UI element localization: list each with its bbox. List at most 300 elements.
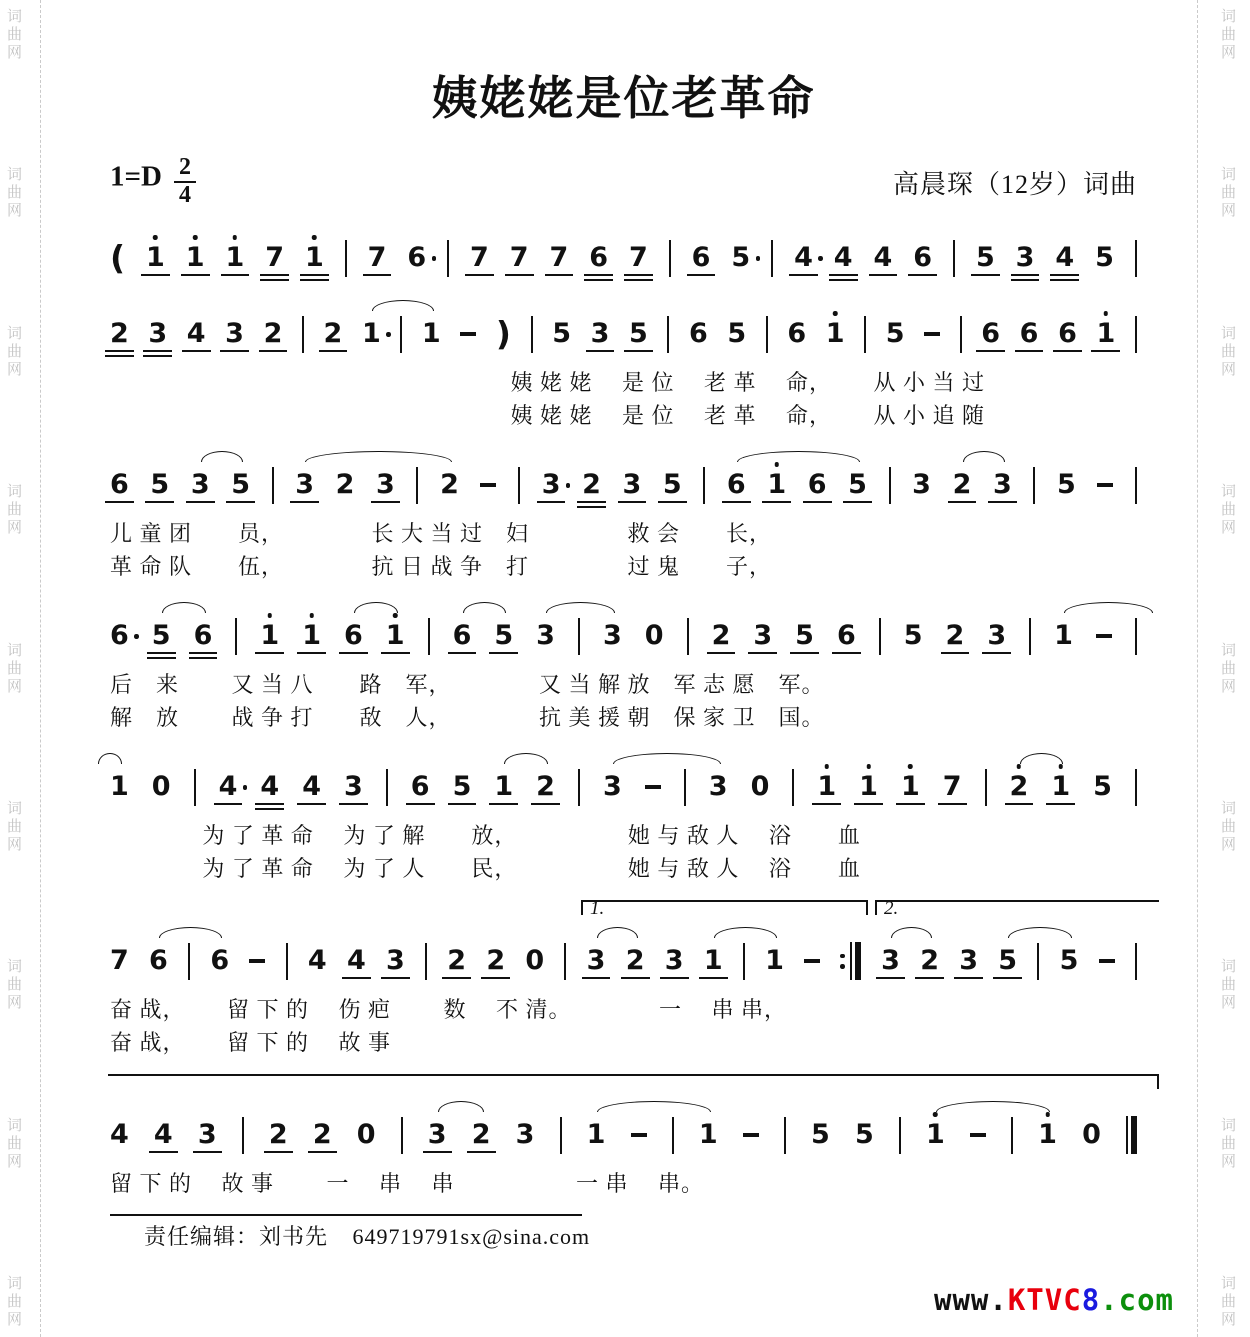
underline <box>105 350 134 352</box>
barline <box>242 1117 244 1154</box>
editor-email: 649719791sx@sina.com <box>352 1224 591 1249</box>
side-watermark-text: 词曲网 <box>1221 1117 1237 1170</box>
note: 7 <box>368 243 387 273</box>
underline <box>105 355 134 357</box>
barline <box>447 240 449 277</box>
note: 6 <box>210 945 230 976</box>
underline <box>789 274 818 276</box>
underline <box>221 274 250 276</box>
note: 2 <box>313 1120 332 1150</box>
note: 6 <box>411 772 430 802</box>
side-watermark-text: 词曲网 <box>1221 484 1237 537</box>
underline <box>255 652 284 654</box>
side-watermark-text: 词曲网 <box>7 484 23 537</box>
underline <box>624 274 653 276</box>
underline <box>264 1151 293 1153</box>
augmentation-dot <box>432 256 437 261</box>
score-line-1 <box>110 214 1137 277</box>
note: 7 <box>943 772 962 802</box>
note: 7 <box>265 243 284 273</box>
barline <box>672 1117 674 1154</box>
note: 3 <box>376 470 395 500</box>
key-signature: 1=D <box>110 160 162 193</box>
underline <box>812 803 841 805</box>
footer <box>110 1214 1137 1251</box>
underline <box>467 1151 496 1153</box>
underline <box>371 501 400 503</box>
note: 3 <box>587 946 606 976</box>
note: 1 <box>146 243 165 273</box>
note: 3 <box>665 946 684 976</box>
underline <box>954 977 983 979</box>
augmentation-dot <box>818 256 823 261</box>
barline <box>235 618 237 655</box>
underline <box>1091 350 1120 352</box>
note: 6 <box>149 945 168 976</box>
underline <box>339 652 368 654</box>
octave-dot <box>312 235 317 240</box>
note: 2 <box>536 772 555 802</box>
note: 3 <box>225 319 244 349</box>
underline <box>938 803 967 805</box>
note: 1 <box>386 621 405 651</box>
note: 6 <box>808 470 827 500</box>
note: 6 <box>589 243 608 273</box>
note: 5 <box>494 621 513 651</box>
barline <box>1135 467 1137 504</box>
barline <box>188 943 190 980</box>
dash-note <box>924 332 940 336</box>
barline <box>766 316 768 353</box>
side-watermark-text: 词曲网 <box>1221 1276 1237 1328</box>
barline <box>1135 943 1137 980</box>
barline <box>953 240 955 277</box>
note: 3 <box>344 772 363 802</box>
note: 5 <box>1093 771 1112 802</box>
barline <box>1029 618 1031 655</box>
barline <box>345 240 347 277</box>
underline <box>489 803 518 805</box>
underline <box>442 977 471 979</box>
slur-arc <box>159 927 222 938</box>
score-line-2 <box>110 290 1137 432</box>
underline <box>660 977 689 979</box>
side-watermark-text: 词曲网 <box>7 800 23 853</box>
augmentation-dot <box>566 483 571 488</box>
note: 2 <box>472 1120 491 1150</box>
note: 6 <box>1058 319 1077 349</box>
note: 2 <box>582 470 601 500</box>
meta-row <box>110 156 1137 208</box>
underline <box>829 279 858 281</box>
slur-arc <box>1008 927 1072 938</box>
underline <box>971 274 1000 276</box>
note: 3 <box>993 470 1012 500</box>
underline <box>147 652 176 654</box>
barline <box>416 467 418 504</box>
underline <box>489 652 518 654</box>
note: 1 <box>1096 319 1115 349</box>
barline <box>687 618 689 655</box>
score-line-5 <box>110 743 1137 885</box>
slur-arc <box>438 1101 484 1112</box>
time-signature: $\frac{2}{4}$ <box>174 155 196 209</box>
side-watermark-text: 词曲网 <box>7 642 23 695</box>
octave-dot <box>393 613 398 618</box>
underline <box>832 652 861 654</box>
note: 1 <box>260 621 279 651</box>
note: 2 <box>946 621 965 651</box>
octave-dot <box>268 613 273 618</box>
barline <box>743 943 745 980</box>
underline <box>297 803 326 805</box>
underline <box>260 274 289 276</box>
slur-arc <box>963 451 1005 462</box>
underline <box>748 652 777 654</box>
score-line-4 <box>110 592 1137 734</box>
underline <box>259 350 288 352</box>
underline <box>181 274 210 276</box>
barline <box>531 316 533 353</box>
note: 3 <box>295 470 314 500</box>
underline <box>876 977 905 979</box>
dash-note <box>631 1133 647 1137</box>
slur-arc <box>305 451 452 462</box>
note: 0 <box>525 945 545 976</box>
octave-dot <box>153 235 158 240</box>
site-watermark <box>934 1283 1174 1317</box>
note: 5 <box>152 621 171 651</box>
underline <box>722 501 751 503</box>
underline <box>988 501 1017 503</box>
composer-credit: 高晨琛（12岁）词曲 <box>892 169 1137 199</box>
underline <box>829 274 858 276</box>
note: 2 <box>486 946 505 976</box>
underline <box>621 977 650 979</box>
underline <box>584 274 613 276</box>
underline <box>941 652 970 654</box>
note: 1 <box>698 1119 718 1150</box>
underline <box>584 279 613 281</box>
note: 6 <box>727 470 746 500</box>
note: 4 <box>187 319 206 349</box>
note: 2 <box>335 469 355 500</box>
side-watermark-text: 词曲网 <box>7 1276 23 1328</box>
underline <box>363 274 392 276</box>
dash-note <box>480 483 496 487</box>
note: 2 <box>953 470 972 500</box>
underline <box>342 977 371 979</box>
slur-arc <box>613 753 721 764</box>
note: 3 <box>708 771 728 802</box>
volta-bracket <box>875 898 1159 919</box>
octave-dot <box>1045 1112 1050 1117</box>
note: 1 <box>1038 1120 1057 1150</box>
barline <box>879 618 881 655</box>
note: 4 <box>302 772 321 802</box>
note: 0 <box>750 771 770 802</box>
note: 4 <box>260 772 279 802</box>
barline <box>669 240 671 277</box>
note: 0 <box>1082 1119 1101 1150</box>
note: 5 <box>998 946 1017 976</box>
barline <box>1135 618 1137 655</box>
note: 2 <box>440 469 459 500</box>
dash-note <box>645 785 661 789</box>
note: 5 <box>903 620 923 651</box>
note: 3 <box>753 621 772 651</box>
note: 5 <box>885 318 905 349</box>
note: 5 <box>1095 242 1114 273</box>
note: 4 <box>834 243 853 273</box>
underline <box>381 652 410 654</box>
underline <box>186 501 215 503</box>
note: 1 <box>226 243 245 273</box>
side-watermark-text: 词曲网 <box>7 167 23 220</box>
note: 1 <box>362 319 381 349</box>
lyric-line: 革 命 队 伍， 抗 日 战 争 打 过 鬼 子， <box>110 554 773 579</box>
note: 1 <box>305 243 324 273</box>
note: 5 <box>848 470 867 500</box>
slur-arc <box>597 1101 711 1112</box>
underline <box>214 803 243 805</box>
note: 5 <box>727 318 747 349</box>
underline <box>423 1151 452 1153</box>
note: 6 <box>787 318 807 349</box>
barline <box>425 943 427 980</box>
site-watermark-part: KTVC <box>1007 1283 1082 1317</box>
barline <box>684 769 686 806</box>
barline <box>386 769 388 806</box>
slur-arc <box>737 451 860 462</box>
note: 1 <box>302 621 321 651</box>
underline <box>300 279 329 281</box>
note: 3 <box>591 319 610 349</box>
note: 0 <box>644 620 664 651</box>
note: 3 <box>148 319 167 349</box>
barline <box>864 316 866 353</box>
note: 1 <box>859 772 878 802</box>
octave-dot <box>774 462 779 467</box>
underline <box>406 803 435 805</box>
underline <box>182 350 211 352</box>
side-watermark-text: 词曲网 <box>1221 9 1237 61</box>
dash-note <box>1099 959 1115 963</box>
side-watermark-text: 词曲网 <box>1221 800 1237 853</box>
note: 6 <box>453 621 472 651</box>
notes-row <box>110 942 1137 980</box>
dash-note <box>1097 483 1113 487</box>
note: 1 <box>826 319 845 349</box>
repeat-barline <box>840 942 861 980</box>
underline <box>577 506 606 508</box>
underline <box>220 350 249 352</box>
barline <box>899 1117 901 1154</box>
note: 6 <box>110 621 129 651</box>
underline <box>145 501 174 503</box>
barline <box>889 467 891 504</box>
barline <box>1037 943 1039 980</box>
note: 1 <box>817 772 836 802</box>
note: 5 <box>663 470 682 500</box>
underline <box>147 657 176 659</box>
note: 4 <box>1055 243 1074 273</box>
barline <box>272 467 274 504</box>
underline <box>319 350 348 352</box>
note: 2 <box>1010 772 1029 802</box>
side-watermark-text: 词曲网 <box>1221 325 1237 378</box>
underline <box>976 350 1005 352</box>
barline <box>578 618 580 655</box>
footer-text <box>110 1220 1137 1251</box>
underline <box>297 652 326 654</box>
footer-rule <box>110 1214 582 1216</box>
right-watermark-column <box>1197 0 1250 1337</box>
volta-bracket <box>108 1074 1159 1089</box>
side-watermark-text: 词曲网 <box>7 959 23 1012</box>
underline <box>1015 350 1044 352</box>
note: 1 <box>704 946 723 976</box>
note: 3 <box>881 946 900 976</box>
note: 2 <box>626 946 645 976</box>
note: 0 <box>151 771 171 802</box>
note: 3 <box>515 1119 535 1150</box>
underline <box>699 977 728 979</box>
underline <box>1046 803 1075 805</box>
note: 1 <box>586 1119 606 1150</box>
lyric-line: 留 下 的 故 事 一 串 串 一 串 串。 <box>110 1171 705 1196</box>
page-title: 姨姥姥是位老革命 <box>431 73 816 124</box>
underline <box>896 803 925 805</box>
underline <box>290 501 319 503</box>
note: 1 <box>901 772 920 802</box>
underline <box>577 501 606 503</box>
barline <box>1011 1117 1013 1154</box>
note: 6 <box>344 621 363 651</box>
underline <box>260 279 289 281</box>
note: 4 <box>307 945 327 976</box>
score <box>110 214 1137 1200</box>
note: 5 <box>731 243 750 273</box>
side-watermark-text: 词曲网 <box>7 325 23 378</box>
note: 3 <box>602 620 622 651</box>
underline <box>843 501 872 503</box>
underline <box>624 279 653 281</box>
octave-dot <box>933 1112 938 1117</box>
site-watermark-part: 8 <box>1081 1283 1101 1317</box>
note: 2 <box>920 946 939 976</box>
note: 1 <box>1051 772 1070 802</box>
underline <box>481 977 510 979</box>
note: 5 <box>854 1119 874 1150</box>
note: 5 <box>811 1119 830 1150</box>
dash-note <box>743 1133 759 1137</box>
lyric-line: 儿 童 团 员， 长 大 当 过 妇 救 会 长， <box>110 521 773 546</box>
underline <box>308 1151 337 1153</box>
side-watermark-text: 词曲网 <box>1221 167 1237 220</box>
slur-arc <box>936 1101 1050 1112</box>
octave-dot <box>233 235 238 240</box>
slur-arc <box>372 300 434 311</box>
barline <box>1135 240 1137 277</box>
barline <box>302 316 304 353</box>
key-time-signature <box>110 155 196 209</box>
barline <box>1033 467 1035 504</box>
underline <box>1011 274 1040 276</box>
underline <box>869 274 898 276</box>
note: 6 <box>1020 319 1039 349</box>
parenthesis: ( <box>110 238 126 277</box>
note: 4 <box>794 243 813 273</box>
slur-arc <box>162 602 206 613</box>
note: 3 <box>912 469 931 500</box>
note: 4 <box>347 946 366 976</box>
underline <box>189 657 218 659</box>
note: 5 <box>231 470 250 500</box>
underline <box>381 977 410 979</box>
underline <box>687 274 716 276</box>
underline <box>255 803 284 805</box>
score-line-7 <box>110 1068 1137 1200</box>
underline <box>586 350 615 352</box>
underline <box>1011 279 1040 281</box>
barline <box>703 467 705 504</box>
underline <box>915 977 944 979</box>
notes-row <box>110 466 1137 504</box>
barline <box>564 943 566 980</box>
underline <box>707 652 736 654</box>
underline <box>339 803 368 805</box>
note: 6 <box>194 621 213 651</box>
underline <box>105 501 134 503</box>
dash-note <box>249 959 265 963</box>
notes-row <box>110 315 1137 353</box>
underline <box>948 501 977 503</box>
note: 5 <box>1056 469 1076 500</box>
left-watermark-column <box>0 0 41 1337</box>
octave-dot <box>825 764 830 769</box>
octave-dot <box>833 311 838 316</box>
note: 2 <box>269 1120 288 1150</box>
note: 7 <box>470 243 489 273</box>
slur-arc <box>1020 753 1063 764</box>
note: 1 <box>926 1120 945 1150</box>
note: 3 <box>542 470 561 500</box>
underline <box>790 652 819 654</box>
underline <box>300 274 329 276</box>
slur-arc <box>98 753 122 764</box>
augmentation-dot <box>386 332 391 337</box>
lyric-line: 奋 战， 留 下 的 故 事 <box>110 1030 392 1055</box>
underline <box>448 652 477 654</box>
note: 1 <box>186 243 205 273</box>
note: 4 <box>110 1119 129 1150</box>
editor-label: 责任编辑：刘书先 <box>144 1224 329 1249</box>
note: 5 <box>629 319 648 349</box>
dash-note <box>460 332 476 336</box>
barline <box>428 618 430 655</box>
note: 0 <box>356 1119 376 1150</box>
octave-dot <box>908 764 913 769</box>
note: 3 <box>959 946 978 976</box>
barline <box>194 769 196 806</box>
note: 7 <box>510 243 529 273</box>
slur-arc <box>354 602 398 613</box>
barline <box>792 769 794 806</box>
note: 5 <box>453 772 472 802</box>
note: 7 <box>110 945 129 976</box>
underline <box>448 803 477 805</box>
